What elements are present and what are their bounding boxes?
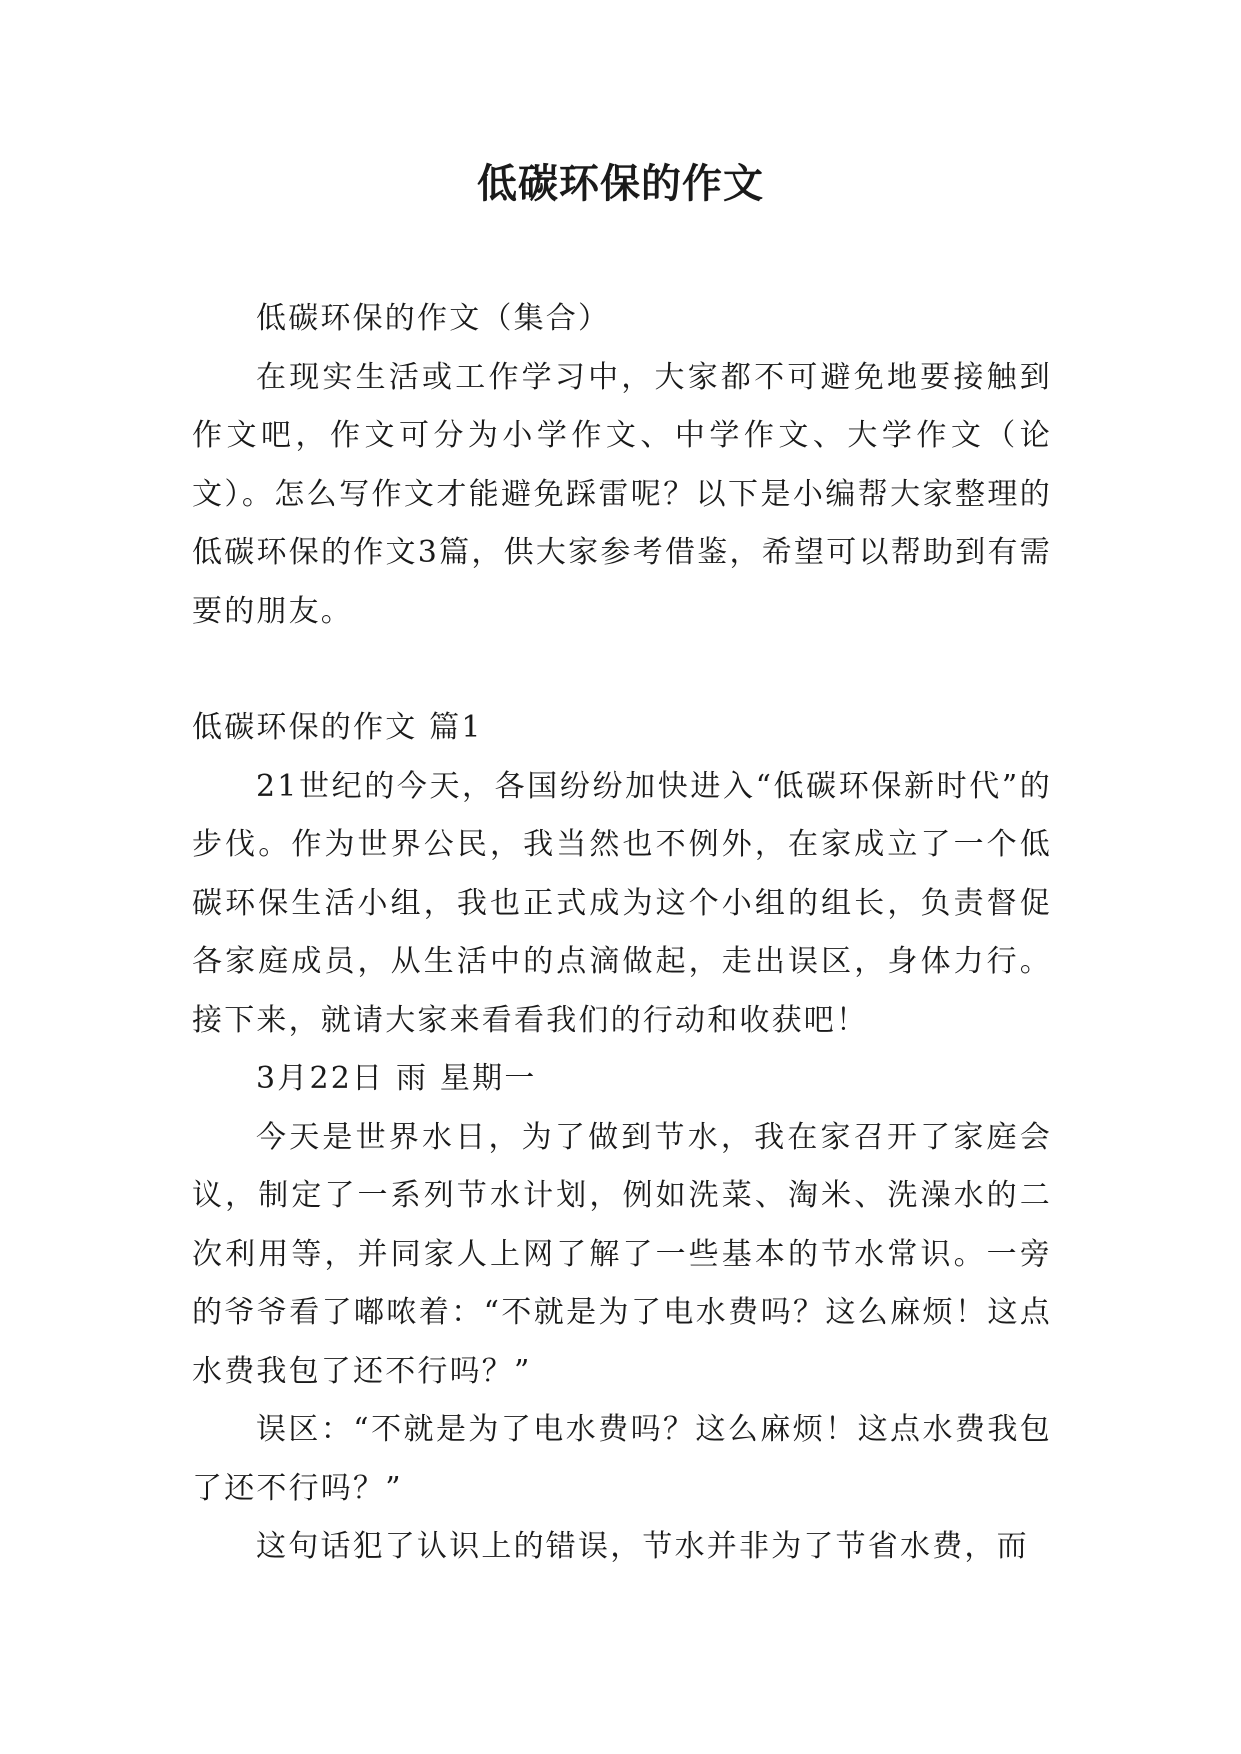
body-paragraph: 这句话犯了认识上的错误，节水并非为了节省水费，而 [256,1529,1029,1564]
intro-paragraph: 在现实生活或工作学习中，大家都不可避免地要接触到作文吧，作文可分为小学作文、中学作文、大学作文（论文）。怎么写作文才能避免踩雷呢？以下是小编帮大家整理的低碳环保的作文3篇，供大家参考借鉴，希望可以帮助到有需要的朋友。 [192,359,1052,629]
section-heading: 低碳环保的作文 篇1 [192,710,483,745]
diary-date-line: 3月22日 雨 星期一 [256,1061,537,1096]
body-paragraph: 今天是世界水日，为了做到节水，我在家召开了家庭会议，制定了一系列节水计划，例如洗菜、淘米、洗澡水的二次利用等，并同家人上网了解了一些基本的节水常识。一旁的爷爷看了嘟哝着：“不就是为了电水费吗？这么麻烦！这点水费我包了还不行吗？” [192,1119,1052,1389]
body-paragraph: 21世纪的今天，各国纷纷加快进入“低碳环保新时代”的步伐。作为世界公民，我当然也不例外，在家成立了一个低碳环保生活小组，我也正式成为这个小组的组长，负责督促各家庭成员，从生活中的点滴做起，走出误区，身体力行。接下来，就请大家来看看我们的行动和收获吧！ [192,768,1052,1038]
body-paragraph: 误区：“不就是为了电水费吗？这么麻烦！这点水费我包了还不行吗？” [192,1412,1052,1506]
intro-subtitle: 低碳环保的作文（集合） [256,301,611,336]
page-title: 低碳环保的作文 [477,161,764,207]
document-body [192,290,1052,1577]
